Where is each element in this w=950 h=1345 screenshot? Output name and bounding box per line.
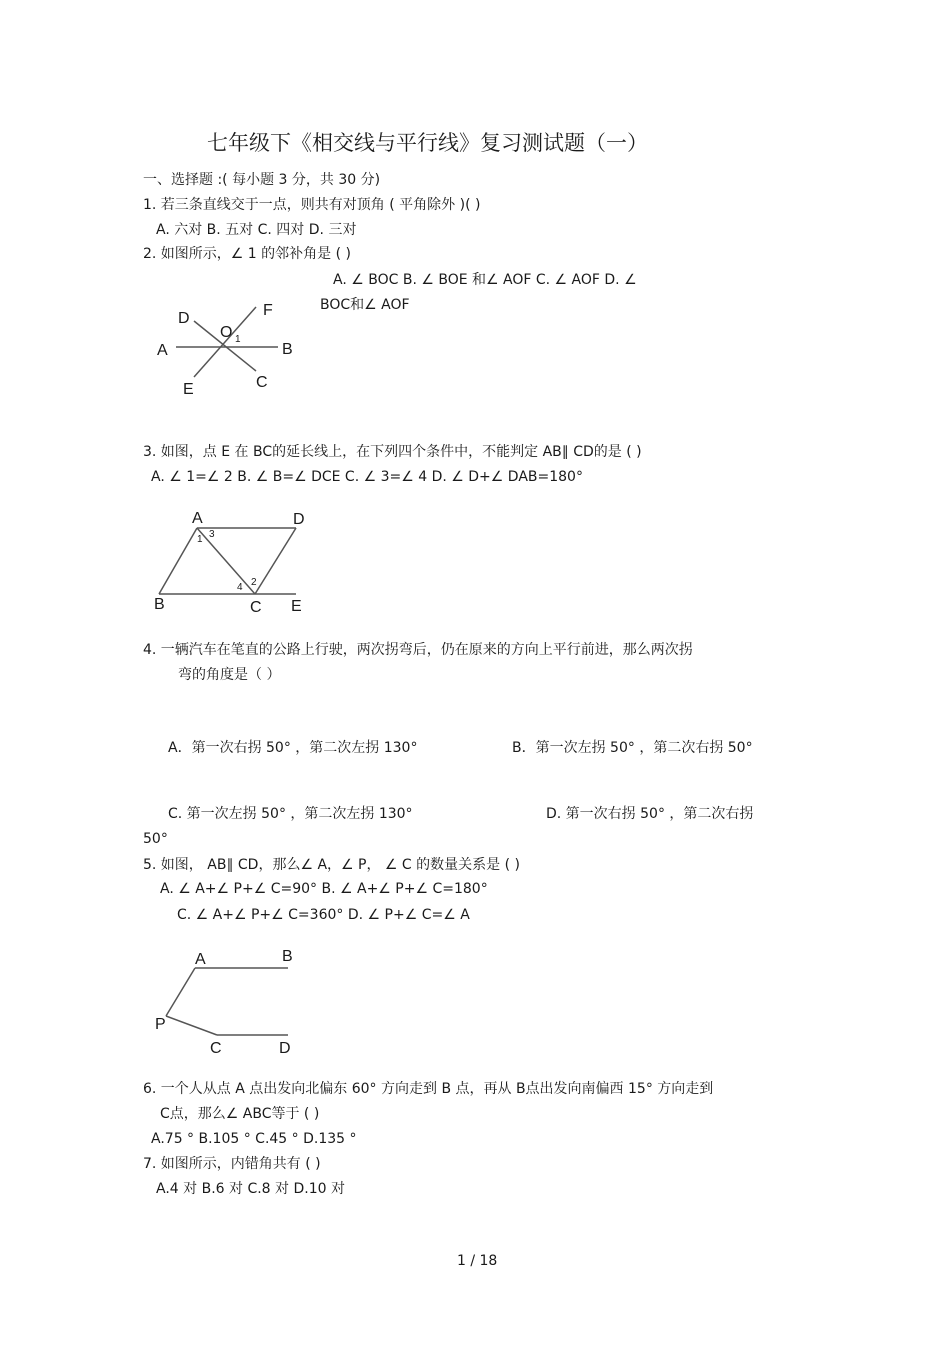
label-d: D bbox=[178, 310, 190, 327]
q1-options: A. 六对 B. 五对 C. 四对 D. 三对 bbox=[156, 222, 357, 238]
q5-stem: 5. 如图， AB∥ CD，那么∠ A，∠ P， ∠ C 的数量关系是 ( ) bbox=[143, 857, 520, 873]
label-b: B bbox=[154, 596, 165, 613]
q5-options-line2: C. ∠ A+∠ P+∠ C=360° D. ∠ P+∠ C=∠ A bbox=[177, 907, 470, 923]
q3-stem: 3. 如图，点 E 在 BC的延长线上，在下列四个条件中，不能判定 AB∥ CD的是 ( ) bbox=[143, 444, 642, 460]
q1-stem: 1. 若三条直线交于一点，则共有对顶角 ( 平角除外 )( ) bbox=[143, 197, 481, 213]
q4-stem-line2: 弯的角度是（ ） bbox=[178, 667, 281, 683]
label-c: C bbox=[250, 599, 262, 616]
label-b: B bbox=[282, 341, 293, 358]
label-d: D bbox=[293, 511, 305, 528]
q4-option-b: B．第一次左拐 50° ，第二次右拐 50° bbox=[512, 740, 753, 756]
q2-options-line2: BOC和∠ AOF bbox=[320, 297, 410, 313]
label-c: C bbox=[256, 374, 268, 391]
line-ab bbox=[159, 528, 197, 594]
page-number: 1 / 18 bbox=[457, 1253, 498, 1269]
label-e: E bbox=[291, 598, 302, 615]
label-p: P bbox=[155, 1016, 166, 1033]
q3-options: A. ∠ 1=∠ 2 B. ∠ B=∠ DCE C. ∠ 3=∠ 4 D. ∠ D+∠ DAB=180° bbox=[151, 469, 583, 485]
q6-stem-line2: C点，那么∠ ABC等于 ( ) bbox=[160, 1106, 320, 1122]
q6-stem-line1: 6. 一个人从点 A 点出发向北偏东 60° 方向走到 B 点，再从 B点出发向南偏西 15° 方向走到 bbox=[143, 1081, 714, 1097]
q7-options: A.4 对 B.6 对 C.8 对 D.10 对 bbox=[156, 1181, 345, 1197]
q2-options-line1: A. ∠ BOC B. ∠ BOE 和∠ AOF C. ∠ AOF D. ∠ bbox=[333, 272, 637, 288]
label-f: F bbox=[263, 302, 273, 319]
page-title: 七年级下《相交线与平行线》复习测试题（一） bbox=[207, 131, 648, 155]
line-dc bbox=[255, 528, 296, 594]
line-ap bbox=[166, 968, 195, 1016]
q4-option-d-continued: 50° bbox=[143, 831, 168, 847]
section-heading: 一、选择题 :( 每小题 3 分，共 30 分) bbox=[143, 172, 381, 188]
label-angle-3: 3 bbox=[209, 529, 215, 540]
q4-option-d: D. 第一次右拐 50° ，第二次右拐 bbox=[546, 806, 754, 822]
line-pc bbox=[166, 1016, 217, 1035]
q4-option-c: C. 第一次左拐 50° ，第二次左拐 130° bbox=[168, 806, 413, 822]
q5-figure bbox=[150, 943, 310, 1063]
label-o: O bbox=[220, 324, 233, 341]
label-angle-2: 2 bbox=[251, 577, 257, 588]
q4-stem-line1: 4. 一辆汽车在笔直的公路上行驶，两次拐弯后，仍在原来的方向上平行前进，那么两次拐 bbox=[143, 642, 693, 658]
label-angle-4: 4 bbox=[237, 582, 243, 593]
label-a: A bbox=[192, 510, 203, 527]
label-a: A bbox=[195, 951, 206, 968]
label-c: C bbox=[210, 1040, 222, 1057]
label-a: A bbox=[157, 342, 168, 359]
q2-figure bbox=[150, 295, 310, 400]
label-b: B bbox=[282, 948, 293, 965]
q7-stem: 7. 如图所示，内错角共有 ( ) bbox=[143, 1156, 321, 1172]
label-angle-1: 1 bbox=[235, 334, 241, 345]
q2-stem: 2. 如图所示，∠ 1 的邻补角是 ( ) bbox=[143, 246, 351, 262]
q4-option-a: A．第一次右拐 50° ，第二次左拐 130° bbox=[168, 740, 418, 756]
label-e: E bbox=[183, 381, 194, 398]
line-ef bbox=[194, 307, 256, 377]
label-d: D bbox=[279, 1040, 291, 1057]
q3-figure bbox=[150, 508, 315, 618]
label-angle-1: 1 bbox=[197, 534, 203, 545]
q5-options-line1: A. ∠ A+∠ P+∠ C=90° B. ∠ A+∠ P+∠ C=180° bbox=[160, 881, 488, 897]
line-ac bbox=[197, 528, 255, 594]
q6-options: A.75 ° B.105 ° C.45 ° D.135 ° bbox=[151, 1131, 357, 1147]
